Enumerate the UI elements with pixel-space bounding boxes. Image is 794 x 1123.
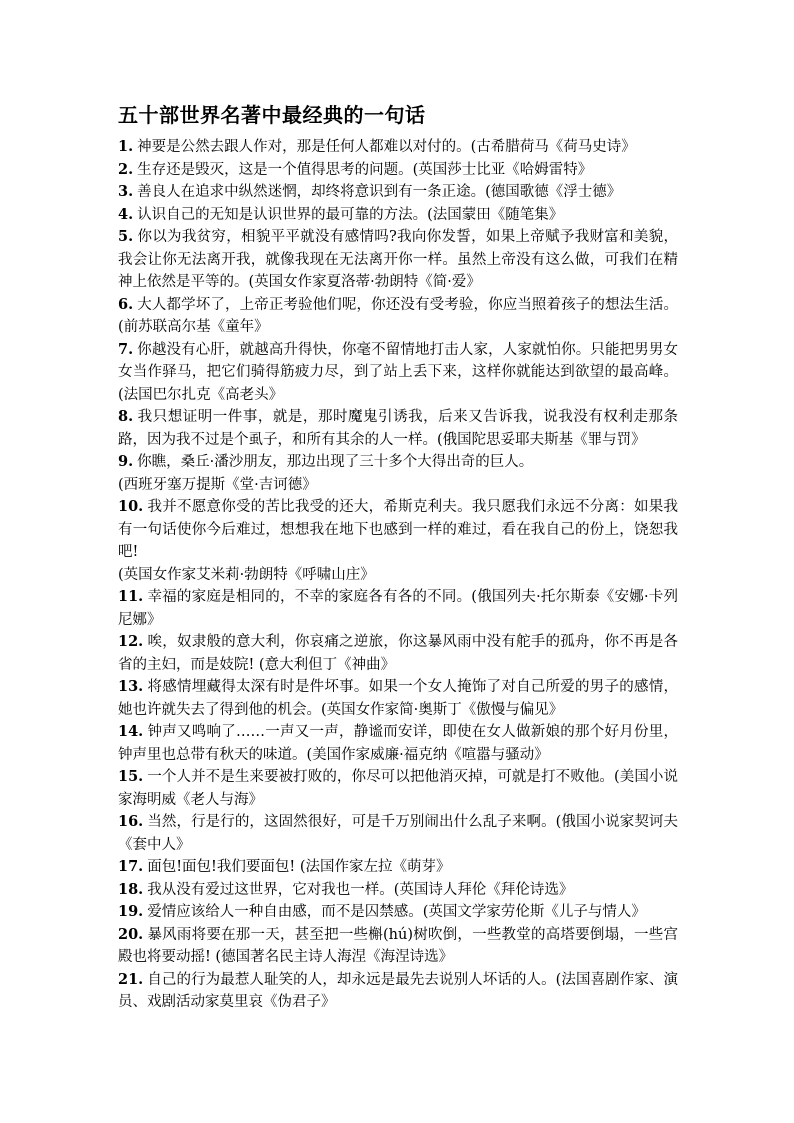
quote-number: 10. xyxy=(118,498,144,515)
quote-item xyxy=(118,159,678,182)
quote-number: 18. xyxy=(118,880,144,898)
quote-text: 我从没有爱过这世界，它对我也一样。(英国诗人拜伦《拜伦诗选》 xyxy=(147,881,574,898)
quote-number: 1. xyxy=(118,138,134,155)
quote-text: 钟声又鸣响了……一声又一声，静谧而安详，即使在女人做新娘的那个好月份里，钟声里也总带有秋天的味道。(美国作家威廉·福克纳《喧嚣与骚动》 xyxy=(118,724,678,763)
quote-source-line: (英国女作家艾米莉·勃朗特《呼啸山庄》 xyxy=(118,566,375,583)
quote-text: 你越没有心肝，就越高升得快，你毫不留情地打击人家，人家就怕你。只能把男男女女当作驿马，把它们骑得筋疲力尽，到了站上丢下来，这样你就能达到欲望的最高峰。(法国巴尔扎克《高老头》 xyxy=(118,341,678,403)
quote-text: 唉，奴隶般的意大利，你哀痛之逆旅，你这暴风雨中没有舵手的孤舟，你不再是各省的主妇，而是妓院! (意大利但丁《神曲》 xyxy=(118,634,678,673)
quote-number: 19. xyxy=(118,903,144,920)
quote-text: 自己的行为最惹人耻笑的人，却永远是最先去说别人坏话的人。(法国喜剧作家、演员、戏剧活动家莫里哀《伪君子》 xyxy=(118,971,678,1010)
quote-item xyxy=(118,811,678,856)
quote-item xyxy=(118,969,678,1014)
quote-text: 我并不愿意你受的苦比我受的还大，希斯克利夫。我只愿我们永远不分离：如果我有一句话使你今后难过，想想我在地下也感到一样的难过，看在我自己的份上，饶恕我吧! xyxy=(118,499,678,560)
quote-number: 3. xyxy=(118,183,134,200)
quote-text: 面包!面包!我们要面包! (法国作家左拉《萌芽》 xyxy=(147,859,451,875)
quote-number: 14. xyxy=(118,723,144,740)
quote-source-line: (西班牙塞万提斯《堂·吉诃德》 xyxy=(118,476,317,493)
quote-item xyxy=(118,204,678,227)
quote-item xyxy=(118,879,678,902)
quote-number: 13. xyxy=(118,678,144,695)
quote-number: 17. xyxy=(118,858,144,875)
quote-text: 幸福的家庭是相同的，不幸的家庭各有各的不同。(俄国列夫·托尔斯泰《安娜·卡列尼娜》 xyxy=(118,589,678,628)
quote-item xyxy=(118,676,678,721)
quote-number: 15. xyxy=(118,768,144,785)
quote-item xyxy=(118,631,678,676)
quote-text: 爱情应该给人一种自由感，而不是囚禁感。(英国文学家劳伦斯《儿子与情人》 xyxy=(147,904,646,920)
quote-item xyxy=(118,924,678,969)
quote-text: 神要是公然去跟人作对，那是任何人都难以对付的。(古希腊荷马《荷马史诗》 xyxy=(137,139,636,155)
quote-text: 将感情埋藏得太深有时是件坏事。如果一个女人掩饰了对自己所爱的男子的感情，她也许就失去了得到他的机会。(英国女作家简·奥斯丁《傲慢与偏见》 xyxy=(118,679,678,718)
quote-item xyxy=(118,451,678,474)
quote-item xyxy=(118,406,678,451)
quote-text: 暴风雨将要在那一天，甚至把一些槲(hú)树吹倒，一些教堂的高塔要倒塌，一些宫殿也将要动摇! (德国著名民主诗人海涅《海涅诗选》 xyxy=(118,926,678,965)
quote-item xyxy=(118,496,678,564)
quote-list xyxy=(118,136,678,1014)
quote-number: 7. xyxy=(118,340,134,358)
quote-text: 我只想证明一件事，就是，那时魔鬼引诱我，后来又告诉我，说我没有权利走那条路，因为我不过是个虱子，和所有其余的人一样。(俄国陀思妥耶夫斯基《罪与罚》 xyxy=(118,409,678,448)
quote-number: 5. xyxy=(118,228,134,245)
quote-item xyxy=(118,721,678,766)
quote-item xyxy=(118,226,678,294)
quote-number: 16. xyxy=(118,813,144,830)
quote-number: 9. xyxy=(118,453,134,470)
quote-number: 4. xyxy=(118,205,134,223)
quote-number: 2. xyxy=(118,160,134,178)
quote-number: 12. xyxy=(118,633,144,650)
quote-number: 20. xyxy=(118,925,144,943)
quote-text: 你以为我贫穷，相貌平平就没有感情吗?我向你发誓，如果上帝赋予我财富和美貌，我会让你无法离开我，就像我现在无法离开你一样。虽然上帝没有这么做，可我们在精神上依然是平等的。(英国女作家夏洛蒂·勃朗特《简·爱》 xyxy=(118,229,678,290)
quote-item xyxy=(118,136,678,159)
quote-number: 8. xyxy=(118,408,134,425)
quote-number: 21. xyxy=(118,970,144,988)
quote-text: 一个人并不是生来要被打败的，你尽可以把他消灭掉，可就是打不败他。(美国小说家海明威《老人与海》 xyxy=(118,769,678,808)
quote-text: 你瞧，桑丘·潘沙朋友，那边出现了三十多个大得出奇的巨人。 xyxy=(137,454,534,470)
quote-item xyxy=(118,856,678,879)
quote-text: 生存还是毁灭，这是一个值得思考的问题。(英国莎士比亚《哈姆雷特》 xyxy=(137,161,593,178)
quote-item xyxy=(118,294,678,339)
document-title: 五十部世界名著中最经典的一句话 xyxy=(118,103,426,127)
quote-text: 认识自己的无知是认识世界的最可靠的方法。(法国蒙田《随笔集》 xyxy=(137,206,564,223)
quote-number: 11. xyxy=(118,588,144,605)
quote-item xyxy=(118,766,678,811)
quote-item xyxy=(118,901,678,924)
quote-text: 大人都学坏了，上帝正考验他们呢，你还没有受考验，你应当照着孩子的想法生活。(前苏联高尔基《童年》 xyxy=(118,296,678,335)
quote-text: 当然，行是行的，这固然很好，可是千万别闹出什么乱子来啊。(俄国小说家契诃夫《套中人》 xyxy=(118,814,678,853)
document-page xyxy=(118,100,678,1014)
quote-number: 6. xyxy=(118,295,134,313)
quote-item xyxy=(118,586,678,631)
quote-text: 善良人在追求中纵然迷惘，却终将意识到有一条正途。(德国歌德《浮士德》 xyxy=(137,184,622,200)
quote-item xyxy=(118,181,678,204)
quote-item xyxy=(118,339,678,407)
